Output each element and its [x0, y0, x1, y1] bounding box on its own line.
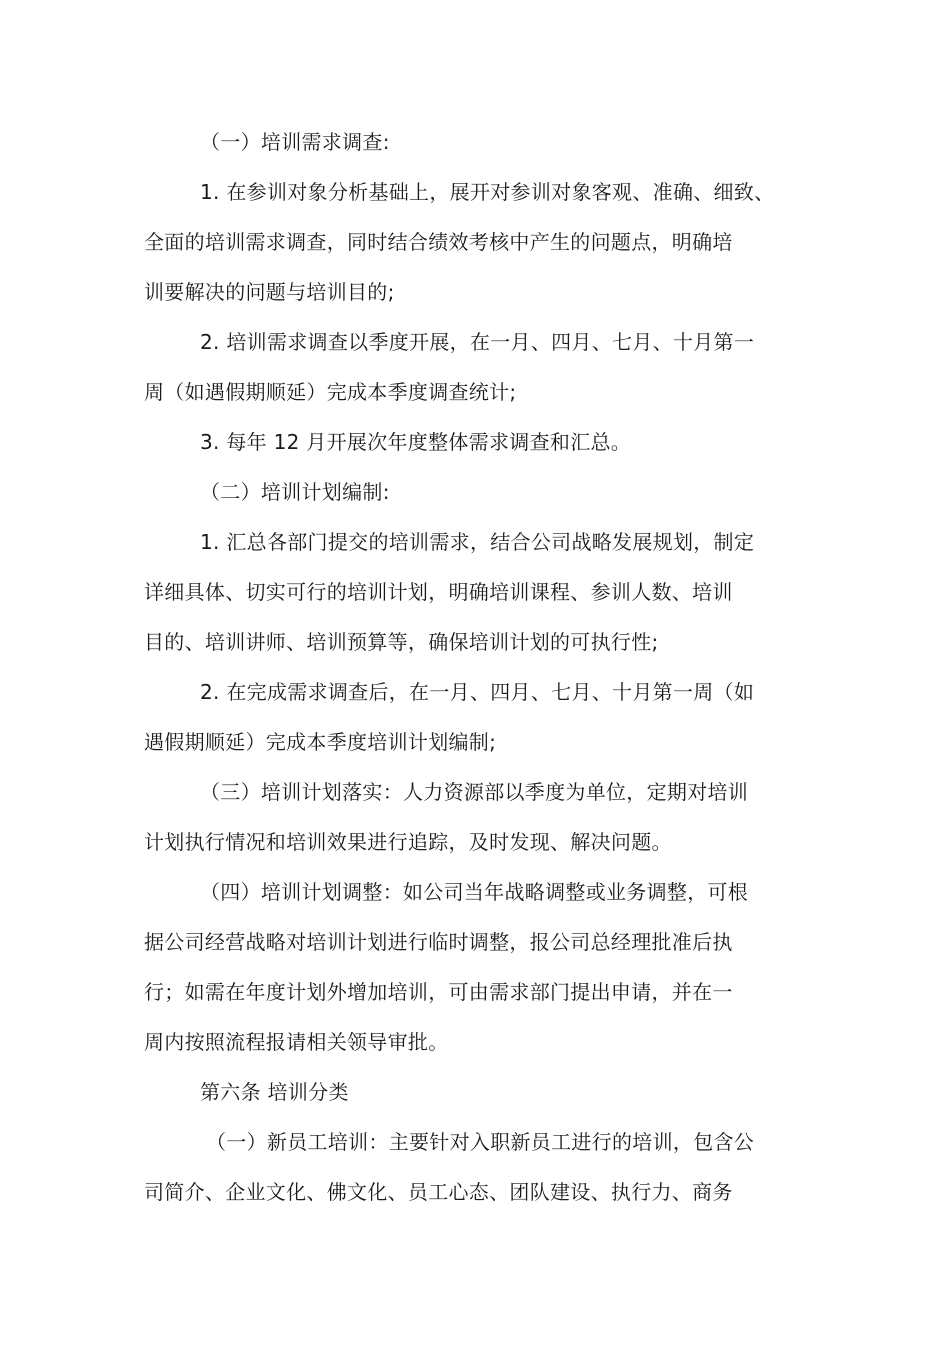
paragraph-line: 行；如需在年度计划外增加培训，可由需求部门提出申请，并在一 — [144, 980, 733, 1004]
paragraph-line: 2. 培训需求调查以季度开展，在一月、四月、七月、十月第一 — [200, 330, 755, 354]
paragraph-line: 司简介、企业文化、佛文化、员工心态、团队建设、执行力、商务 — [144, 1180, 733, 1204]
paragraph-line: 目的、培训讲师、培训预算等，确保培训计划的可执行性; — [144, 630, 659, 654]
heading-training-plan-compilation: （二）培训计划编制: — [200, 480, 390, 504]
paragraph-line: 3. 每年 12 月开展次年度整体需求调查和汇总。 — [200, 430, 632, 454]
paragraph-line: 1. 汇总各部门提交的培训需求，结合公司战略发展规划，制定 — [200, 530, 755, 554]
paragraph-line: 训要解决的问题与培训目的; — [144, 280, 395, 304]
paragraph-line: 1. 在参训对象分析基础上，展开对参训对象客观、准确、细致、 — [200, 180, 775, 204]
paragraph-line: （三）培训计划落实：人力资源部以季度为单位，定期对培训 — [200, 780, 749, 804]
paragraph-line: 遇假期顺延）完成本季度培训计划编制; — [144, 730, 497, 754]
paragraph-line: 全面的培训需求调查，同时结合绩效考核中产生的问题点，明确培 — [144, 230, 733, 254]
paragraph-line: （一）新员工培训：主要针对入职新员工进行的培训，包含公 — [206, 1130, 755, 1154]
paragraph-line: 计划执行情况和培训效果进行追踪，及时发现、解决问题。 — [144, 830, 672, 854]
paragraph-line: 据公司经营战略对培训计划进行临时调整，报公司总经理批准后执 — [144, 930, 733, 954]
heading-training-needs-survey: （一）培训需求调查: — [200, 130, 390, 154]
paragraph-line: 2. 在完成需求调查后，在一月、四月、七月、十月第一周（如 — [200, 680, 755, 704]
paragraph-line: 周内按照流程报请相关领导审批。 — [144, 1030, 449, 1054]
paragraph-line: （四）培训计划调整：如公司当年战略调整或业务调整，可根 — [200, 880, 749, 904]
paragraph-line: 详细具体、切实可行的培训计划，明确培训课程、参训人数、培训 — [144, 580, 733, 604]
article-heading: 第六条 培训分类 — [200, 1080, 349, 1104]
paragraph-line: 周（如遇假期顺延）完成本季度调查统计; — [144, 380, 517, 404]
